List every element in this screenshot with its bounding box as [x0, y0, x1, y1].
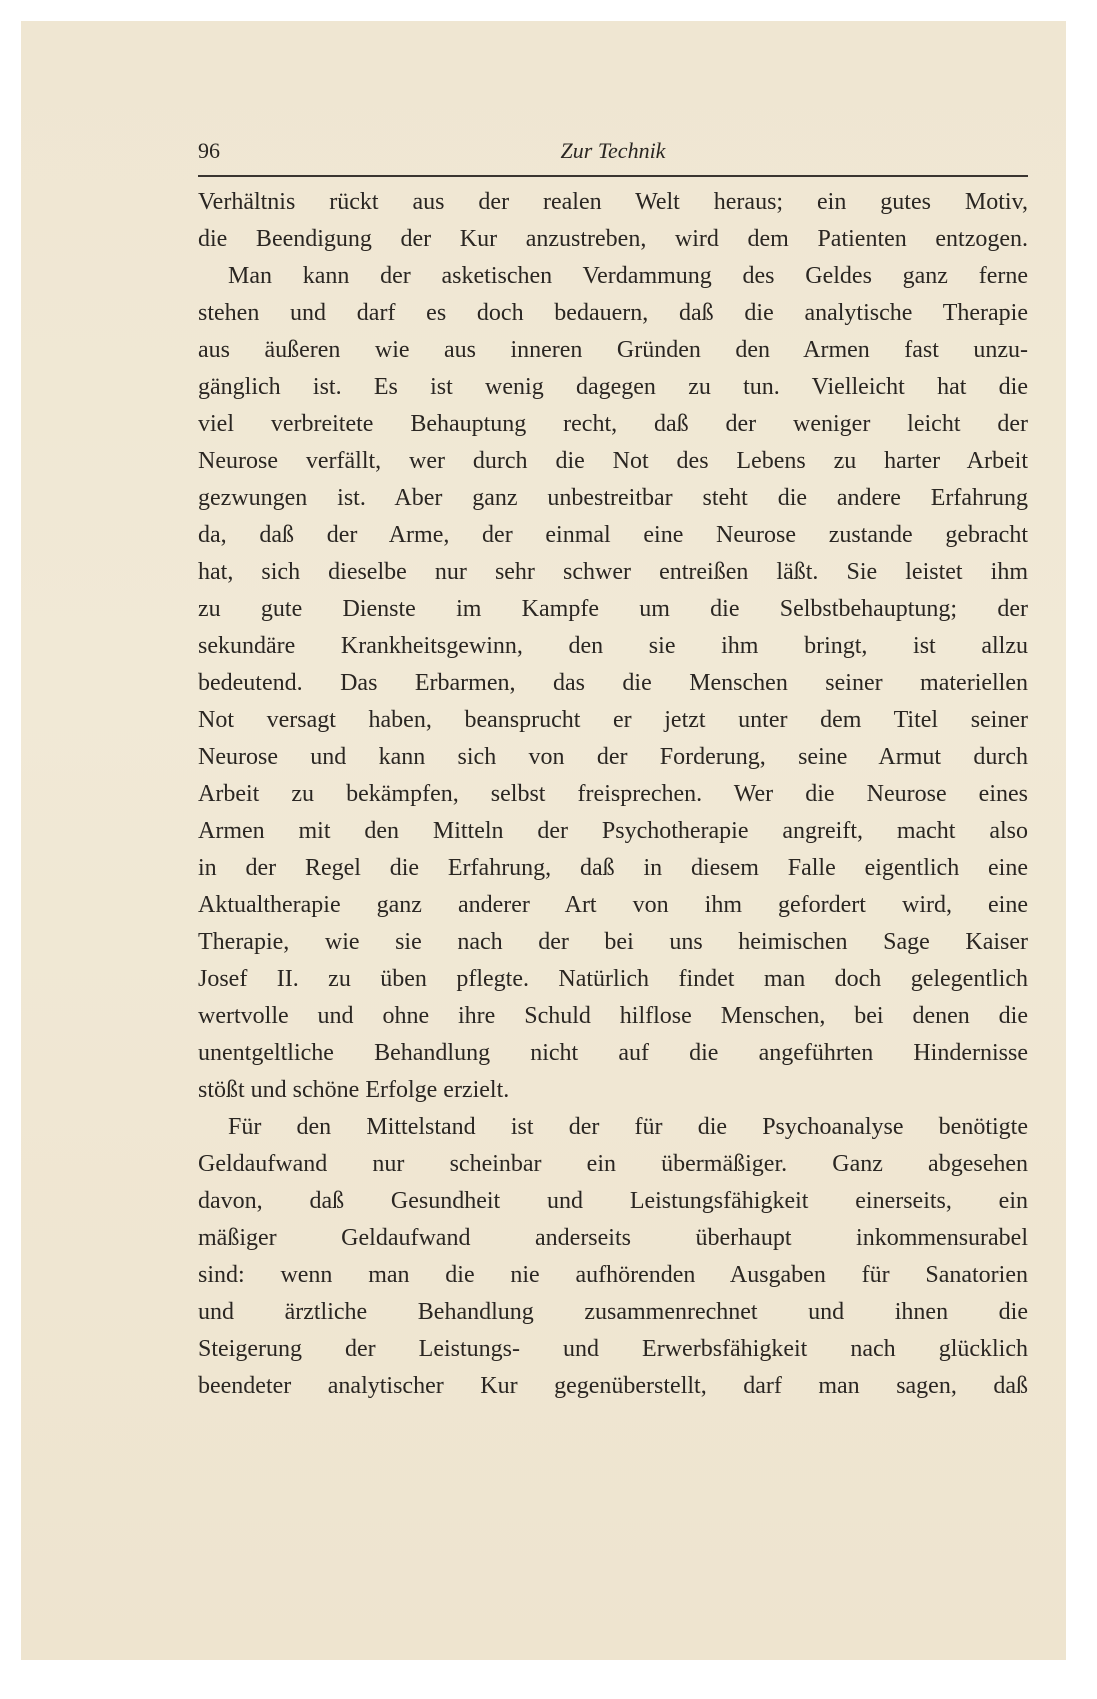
text-line: Arbeit zu bekämpfen, selbst freisprechen. Wer die Neurose eines	[198, 781, 1028, 807]
text-line: sekundäre Krankheitsgewinn, den sie ihm bringt, ist allzu	[198, 633, 1028, 659]
text-line: aus äußeren wie aus inneren Gründen den Armen fast unzu-	[198, 337, 1028, 363]
text-line: Steigerung der Leistungs- und Erwerbsfähigkeit nach glücklich	[198, 1336, 1028, 1362]
text-line: Für den Mittelstand ist der für die Psychoanalyse benötigte	[228, 1114, 1028, 1140]
text-line: hat, sich dieselbe nur sehr schwer entreißen läßt. Sie leistet ihm	[198, 559, 1028, 585]
body-text	[198, 184, 1028, 1405]
text-line: bedeutend. Das Erbarmen, das die Menschen seiner materiellen	[198, 670, 1028, 696]
text-line: unentgeltliche Behandlung nicht auf die angeführten Hindernisse	[198, 1040, 1028, 1066]
text-line: in der Regel die Erfahrung, daß in diesem Falle eigentlich eine	[198, 855, 1028, 881]
text-line: Man kann der asketischen Verdammung des Geldes ganz ferne	[228, 263, 1028, 289]
text-line: und ärztliche Behandlung zusammenrechnet und ihnen die	[198, 1299, 1028, 1325]
text-line: Armen mit den Mitteln der Psychotherapie angreift, macht also	[198, 818, 1028, 844]
text-line: stößt und schöne Erfolge erzielt.	[198, 1077, 510, 1103]
text-line: Neurose und kann sich von der Forderung, seine Armut durch	[198, 744, 1028, 770]
text-line: davon, daß Gesundheit und Leistungsfähigkeit einerseits, ein	[198, 1188, 1028, 1214]
text-line: Neurose verfällt, wer durch die Not des Lebens zu harter Arbeit	[198, 448, 1028, 474]
text-line: zu gute Dienste im Kampfe um die Selbstbehauptung; der	[198, 596, 1028, 622]
text-line: sind: wenn man die nie aufhörenden Ausgaben für Sanatorien	[198, 1262, 1028, 1288]
page-number: 96	[198, 138, 220, 163]
header-rule	[198, 175, 1028, 177]
running-head: Zur Technik	[560, 138, 666, 163]
page-header	[198, 138, 1028, 168]
text-line: Verhältnis rückt aus der realen Welt heraus; ein gutes Motiv,	[198, 189, 1028, 215]
text-line: Therapie, wie sie nach der bei uns heimischen Sage Kaiser	[198, 929, 1028, 955]
text-line: wertvolle und ohne ihre Schuld hilflose Menschen, bei denen die	[198, 1003, 1028, 1029]
text-line: die Beendigung der Kur anzustreben, wird dem Patienten entzogen.	[198, 226, 1028, 252]
text-line: da, daß der Arme, der einmal eine Neurose zustande gebracht	[198, 522, 1028, 548]
text-line: gänglich ist. Es ist wenig dagegen zu tun. Vielleicht hat die	[198, 374, 1028, 400]
text-line: mäßiger Geldaufwand anderseits überhaupt inkommensurabel	[198, 1225, 1028, 1251]
text-line: Aktualtherapie ganz anderer Art von ihm gefordert wird, eine	[198, 892, 1028, 918]
text-line: stehen und darf es doch bedauern, daß die analytische Therapie	[198, 300, 1028, 326]
text-line: Geldaufwand nur scheinbar ein übermäßiger. Ganz abgesehen	[198, 1151, 1028, 1177]
text-line: Not versagt haben, beansprucht er jetzt unter dem Titel seiner	[198, 707, 1028, 733]
text-line: Josef II. zu üben pflegte. Natürlich findet man doch gelegentlich	[198, 966, 1028, 992]
text-line: viel verbreitete Behauptung recht, daß der weniger leicht der	[198, 411, 1028, 437]
text-line: gezwungen ist. Aber ganz unbestreitbar steht die andere Erfahrung	[198, 485, 1028, 511]
text-line: beendeter analytischer Kur gegenüberstellt, darf man sagen, daß	[198, 1373, 1028, 1399]
